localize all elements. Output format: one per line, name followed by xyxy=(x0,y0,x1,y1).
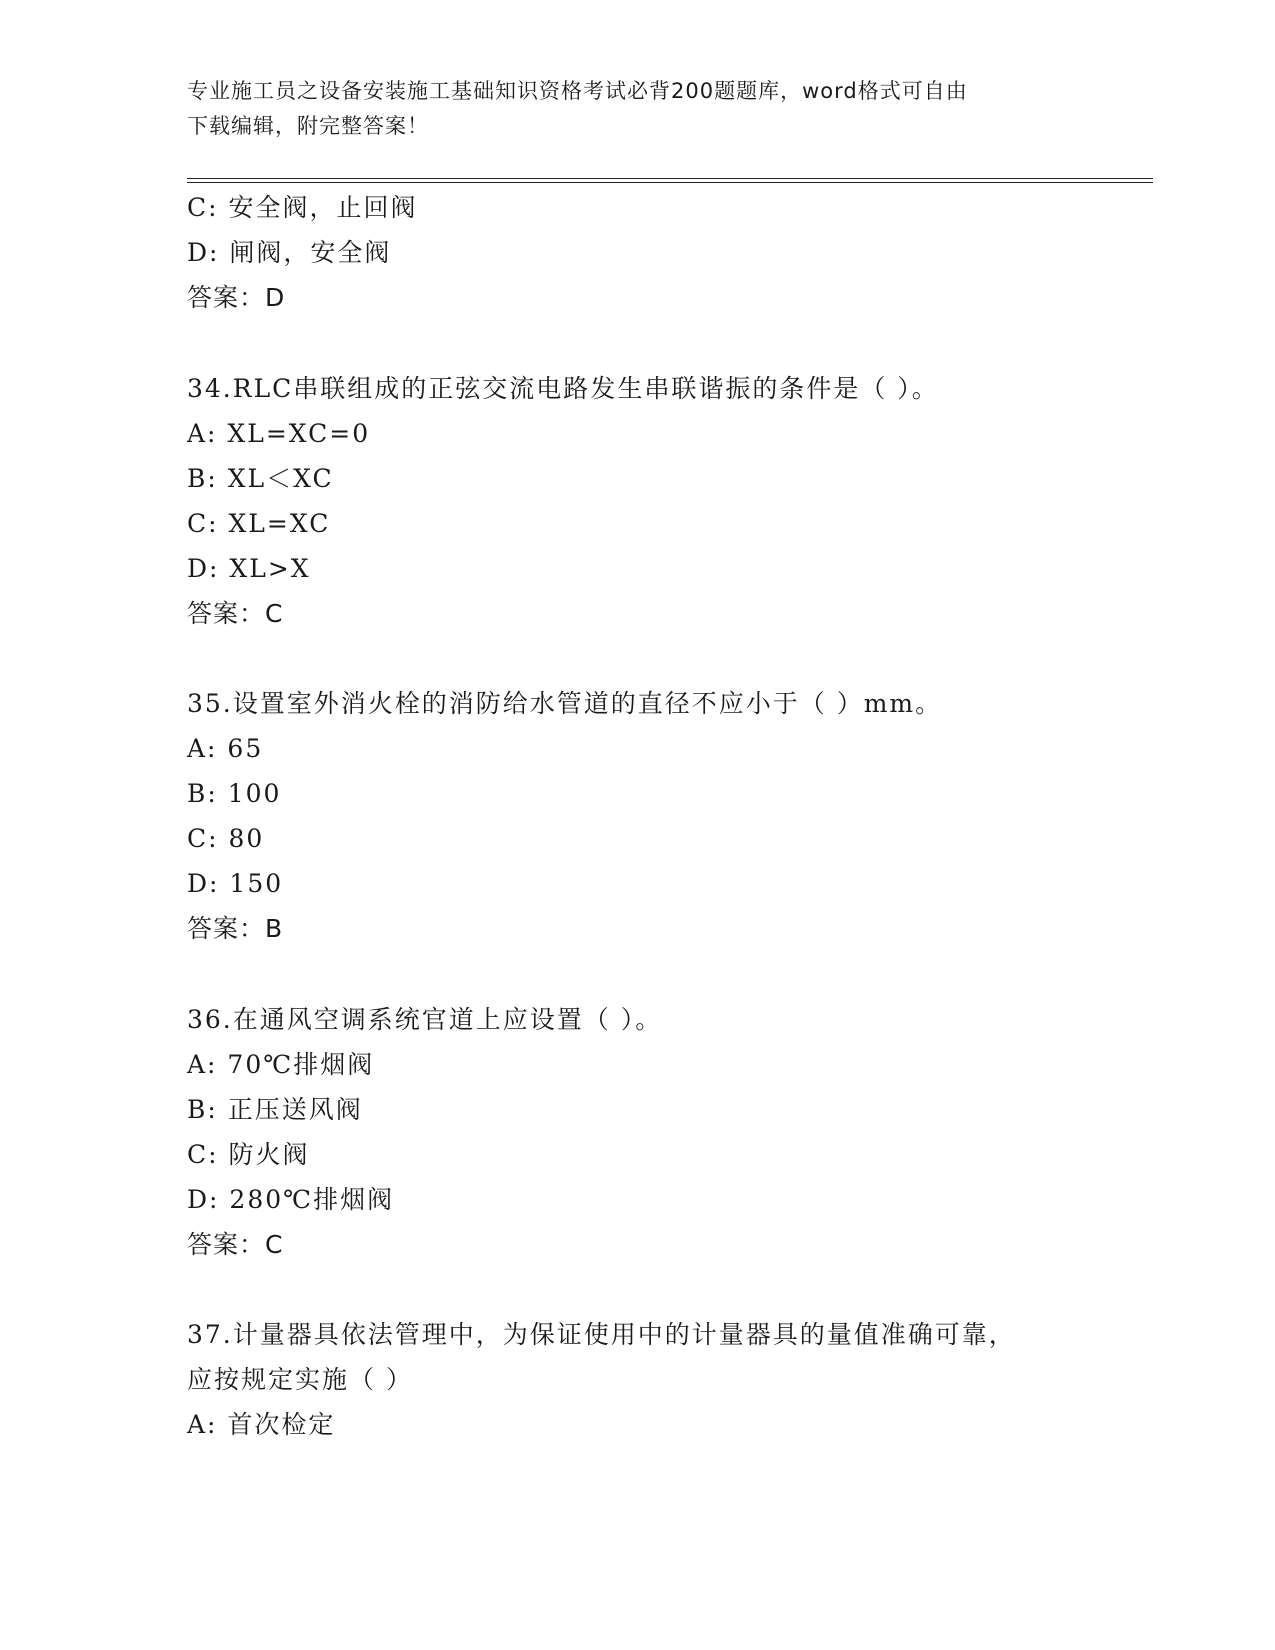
q35-option-c: C: 80 xyxy=(187,824,265,853)
q36-option-d: D: 280℃排烟阀 xyxy=(187,1185,395,1214)
q34-question: 34.RLC串联组成的正弦交流电路发生串联谐振的条件是（ ）。 xyxy=(187,374,939,403)
header-divider-top xyxy=(187,178,1153,179)
q36-option-a: A: 70℃排烟阀 xyxy=(187,1050,375,1079)
q35-option-a: A: 65 xyxy=(187,734,264,763)
q35-option-b: B: 100 xyxy=(187,779,282,808)
q37-option-a: A: 首次检定 xyxy=(187,1410,336,1439)
q33-option-c: C: 安全阀，止回阀 xyxy=(187,193,418,222)
q36-option-b: B: 正压送风阀 xyxy=(187,1095,363,1124)
q34-option-c: C: XL=XC xyxy=(187,509,331,538)
q37-question-line-2: 应按规定实施（ ） xyxy=(187,1365,413,1394)
header-line-2: 下载编辑，附完整答案！ xyxy=(187,114,429,138)
header-divider-bottom xyxy=(187,182,1153,183)
q35-answer: 答案：B xyxy=(187,914,284,943)
q34-option-a: A: XL=XC=0 xyxy=(187,419,371,448)
header-line-1: 专业施工员之设备安装施工基础知识资格考试必背200题题库，word格式可自由 xyxy=(187,79,968,103)
q35-question: 35.设置室外消火栓的消防给水管道的直径不应小于（ ）mm。 xyxy=(187,689,943,718)
q36-question: 36.在通风空调系统官道上应设置（ ）。 xyxy=(187,1005,663,1034)
q33-option-d: D: 闸阀，安全阀 xyxy=(187,238,392,267)
q36-option-c: C: 防火阀 xyxy=(187,1140,310,1169)
q33-answer: 答案：D xyxy=(187,283,286,312)
q34-option-d: D: XL>X xyxy=(187,554,311,583)
q36-answer: 答案：C xyxy=(187,1230,284,1259)
q35-option-d: D: 150 xyxy=(187,869,284,898)
document-header xyxy=(187,74,1067,144)
q37-question-line-1: 37.计量器具依法管理中，为保证使用中的计量器具的量值准确可靠， xyxy=(187,1320,1016,1349)
q34-option-b: B: XL＜XC xyxy=(187,464,334,493)
q34-answer: 答案：C xyxy=(187,599,284,628)
